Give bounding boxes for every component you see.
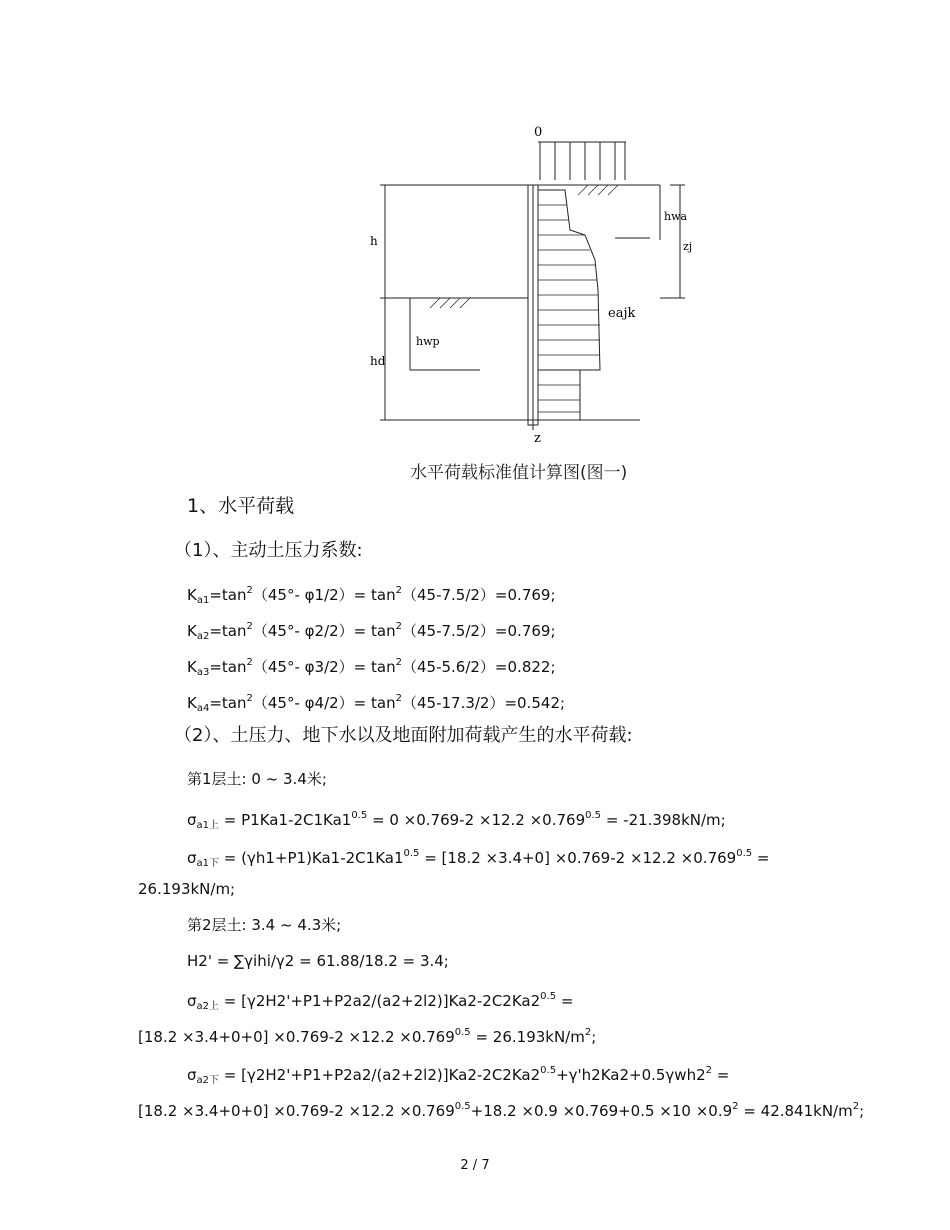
retaining-wall-figure: [360, 120, 693, 450]
sigma-a2-bottom: $\sigma_{a2下} = [\gamma 2H2'+P1+P2a2/(a2+2l2)]Ka2-2C2Ka2^{0.5}+\gamma'h2Ka2+0.5\gamma wh2^2$ =: [187, 1065, 730, 1086]
page-number: 2 / 7: [460, 1158, 490, 1173]
sigma-a1-bottom-result: 26.193kN/m;: [138, 880, 236, 898]
sigma-a1-top: $\sigma_{a1上} = P1Ka1-2C1Ka1^{0.5} = 0 \times 0.769-2 \times 12.2 \times 0.769^{0.5} = -21.398kN/m$;: [187, 810, 726, 831]
sigma-a2-top: $\sigma_{a2上} = [\gamma 2H2'+P1+P2a2/(a2+2l2)]Ka2-2C2Ka2^{0.5}$ =: [187, 991, 574, 1012]
label-top-load: 0: [534, 125, 543, 140]
layer-1-label: 第1层土: 0 ~ 3.4米;: [187, 770, 327, 788]
label-hwa: hwa: [664, 210, 688, 223]
section-1-title: 1、水平荷载: [187, 495, 295, 517]
label-hd: hd: [370, 354, 386, 368]
section-1-2-title: （2）、土压力、地下水以及地面附加荷载产生的水平荷载:: [174, 725, 633, 746]
label-z: z: [534, 431, 541, 446]
label-zj: zj: [683, 240, 693, 253]
section-1-1-title: （1）、主动土压力系数:: [174, 540, 363, 561]
ka1-formula: $K_{a1}=\tan^2(45^\circ-$ $\varphi 1/2)= \tan^2(45-7.5/2)=0.769$;: [187, 585, 556, 606]
exp: 2: [246, 585, 253, 596]
load-diagram: [360, 120, 693, 450]
label-eajk: eajk: [608, 306, 636, 321]
layer-2-label: 第2层土: 3.4 ~ 4.3米;: [187, 916, 342, 934]
figure-caption: 水平荷载标准值计算图(图一): [410, 463, 628, 483]
label-hwp: hwp: [416, 335, 440, 348]
ka3-formula: $K_{a3}=\tan^2(45^\circ-$ $\varphi 3/2)= \tan^2(45-5.6/2)=0.822$;: [187, 657, 556, 678]
sigma-a2-bottom-result: $[18.2 \times 3.4+0+0] \times 0.769-2 \times 12.2 \times 0.769^{0.5}+18.2 \times 0.9 \times 0.769+0.5 \times 10 \times 0.9^2 = 42.841kN/m^2$;: [138, 1101, 865, 1120]
surcharge-arrows: [540, 142, 625, 180]
label-h: h: [370, 234, 378, 248]
sigma-a1-bottom: $\sigma_{a1下} = (\gamma h1+P1)Ka1-2C1Ka1^{0.5} = [18.2 \times 3.4+0] \times 0.769-2 \times 12.2 \times 0.769^{0.5}$ =: [187, 848, 770, 869]
h2-formula: H2' = ∑γihi/γ2 = 61.88/18.2 = 3.4;: [187, 952, 449, 970]
ka2-formula: $K_{a2}=\tan^2(45^\circ-$ $\varphi 2/2)= \tan^2(45-7.5/2)=0.769$;: [187, 621, 556, 642]
sigma-a2-top-result: $[18.2 \times 3.4+0+0] \times 0.769-2 \times 12.2 \times 0.769^{0.5} = 26.193kN/m^2$;: [138, 1027, 597, 1046]
ka4-formula: $K_{a4}=\tan^2(45^\circ-$ $\varphi 4/2)= \tan^2(45-17.3/2)=0.542$;: [187, 693, 566, 714]
